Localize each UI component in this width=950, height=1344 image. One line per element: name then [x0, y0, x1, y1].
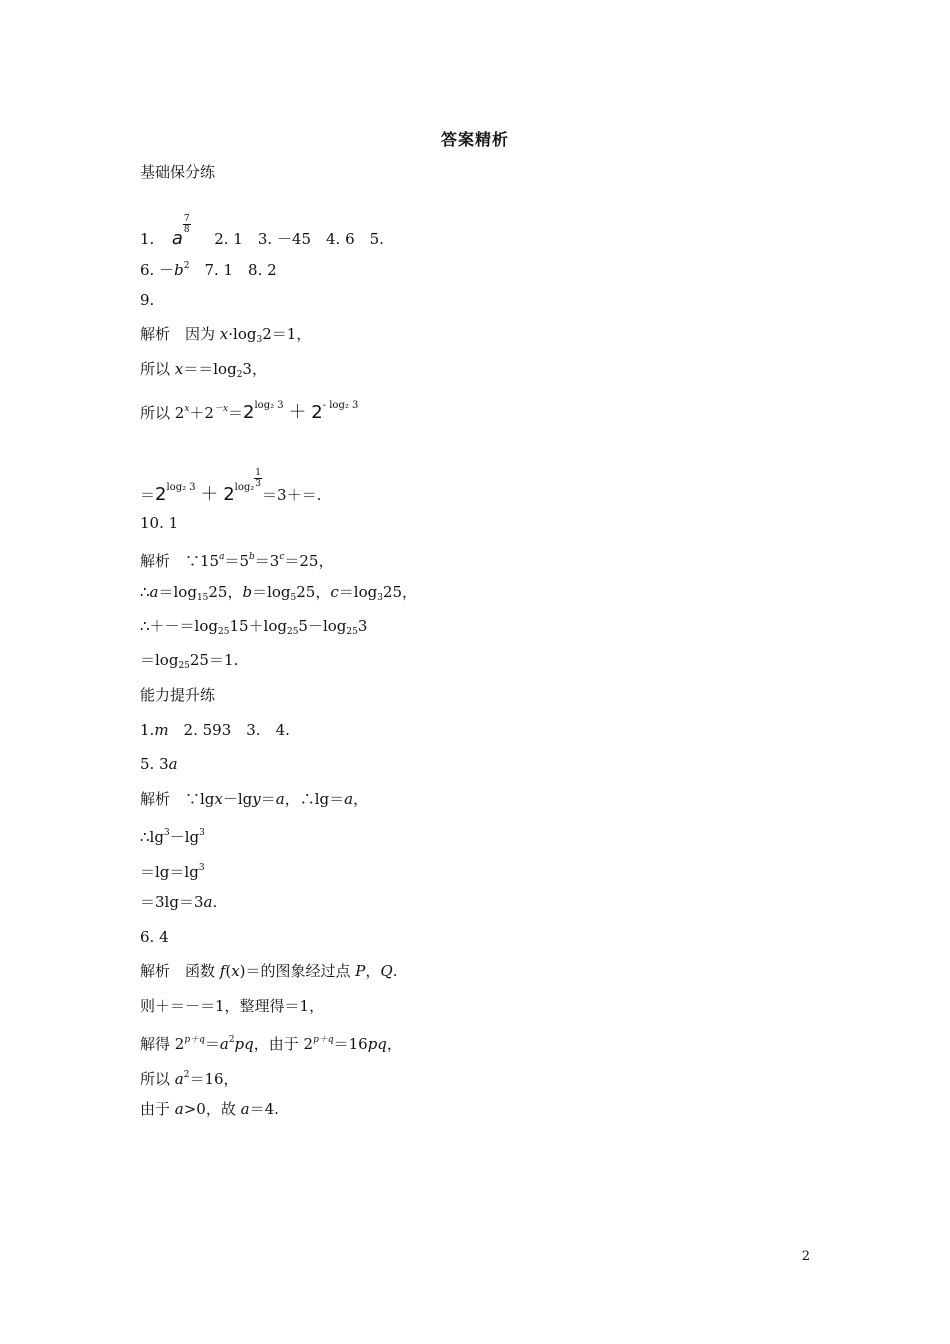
q9-line-4: $=2^{log_2 3} + 2^{log_2}$ $\frac{1}{3}$ ＝3＋＝. — [140, 468, 322, 505]
p2-q5-line-3: $=\lg=\lg^3$ — [140, 863, 205, 881]
p2-q5-line-1: 解析 ∵lgx－lgy＝a，∴lg＝a， — [140, 790, 369, 808]
p2-answers-1-4: 1.m 2. 593 3. 4. — [140, 721, 290, 739]
page-number: 2 — [801, 1249, 810, 1264]
q10-line-3: $\therefore+-=\log_{25}15+\log_{25}5-\log_{25}3$ — [140, 617, 368, 637]
p2-q6-line-3: 解得 $2^{p+q}=a^2pq$，由于 $2^{p+q}=16pq$， — [140, 1035, 402, 1053]
p2-q6-line-5: 由于 a>0，故 a＝4. — [140, 1100, 279, 1118]
q9-line-1: 解析 因为 $x\cdot\log_32=1$， — [140, 325, 312, 345]
q10-line-1: 解析 $\because 15^a=5^b=3^c=25$， — [140, 552, 334, 570]
q9-line-2: 所以 $x==\log_23$， — [140, 360, 267, 380]
q9-number: 9. — [140, 291, 155, 309]
p2-q6-line-1: 解析 函数 f(x)＝的图象经过点 P，Q. — [140, 962, 398, 980]
q10-line-2: $\therefore a=\log_{15}25$，$b=\log_525$，$c=\log_325$， — [140, 583, 418, 603]
answers-6-8: 6. $-b^2$ 7. 1 8. 2 — [140, 261, 277, 279]
answers-1-5: 1. a $\frac{7}{8}$ 2. 1 3. －45 4. 6 5. — [140, 214, 384, 249]
section-heading-basic: 基础保分练 — [140, 163, 216, 181]
p2-q5-line-4: ＝3lg＝3a. — [140, 893, 218, 911]
p2-q5-answer: 5. 3a — [140, 755, 178, 773]
p2-q6-line-4: 所以 $a^2=16$， — [140, 1070, 239, 1088]
q9-line-3: 所以 $2^x+2^{-x}=2^{log_2 3} + 2^{- log_2 3}$ — [140, 400, 359, 423]
section-heading-advanced: 能力提升练 — [140, 686, 216, 704]
page-title: 答案精析 — [440, 130, 509, 149]
q10-line-4: $=\log_{25}25=1$. — [140, 651, 239, 671]
p2-q5-line-2: $\therefore\lg^3-\lg^3$ — [140, 828, 205, 846]
p2-q6-answer: 6. 4 — [140, 928, 169, 946]
p2-q6-line-2: 则＋＝－＝1，整理得＝1， — [140, 997, 325, 1015]
q10-answer: 10. 1 — [140, 514, 179, 532]
